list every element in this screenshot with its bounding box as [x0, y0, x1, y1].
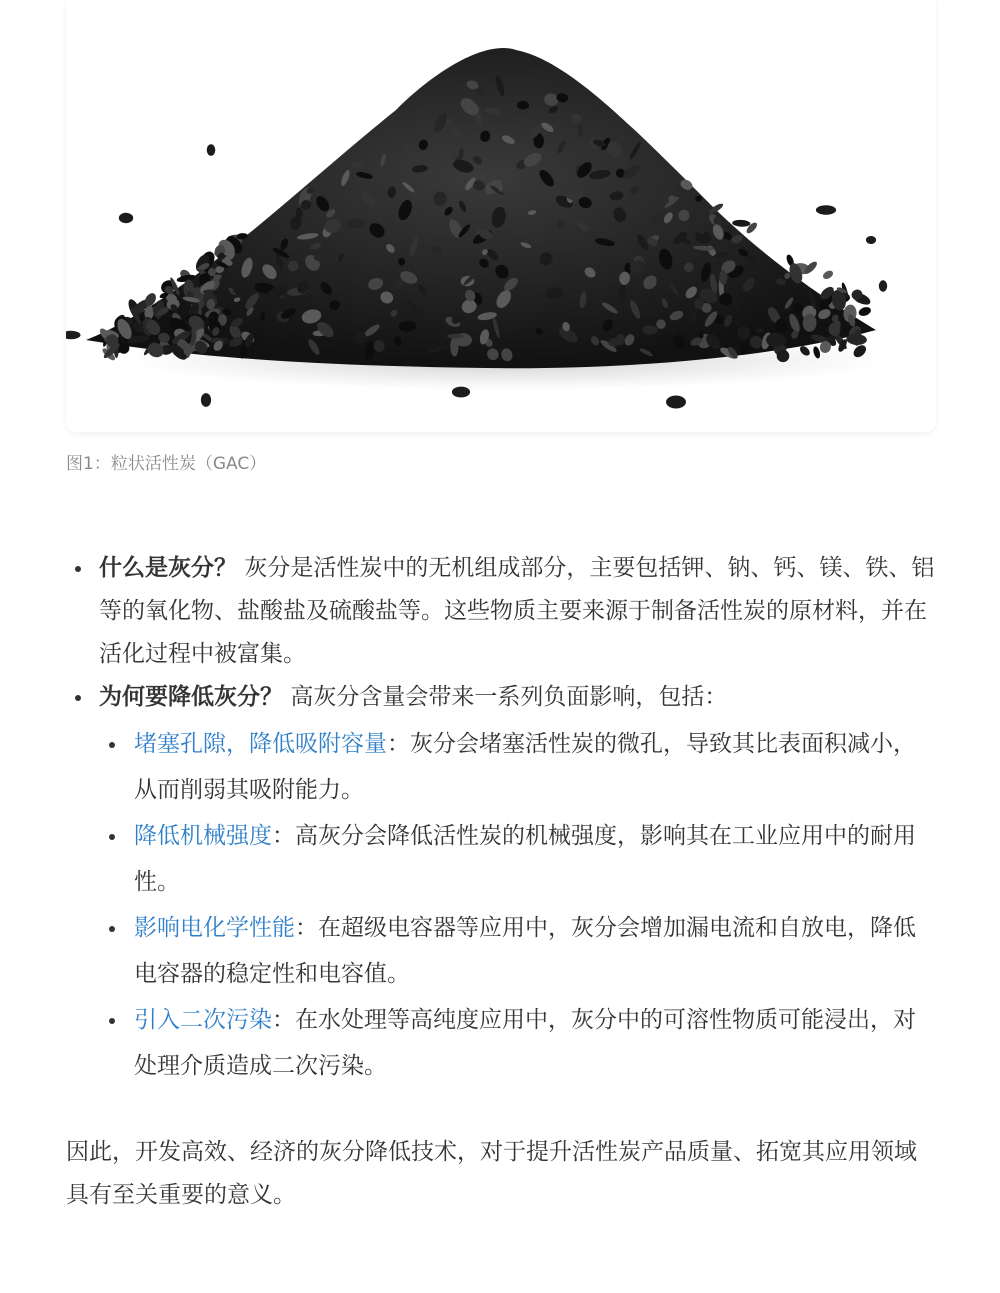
bullet-question: 为何要降低灰分？: [99, 684, 283, 710]
figure-image: [66, 0, 936, 432]
carbon-granule: [879, 280, 887, 291]
bullet-item-what-is-ash: [66, 547, 938, 676]
sub-bullet-text: ：在超级电容器等应用中，灰分会增加漏电流和自放电，降低电容器的稳定性和电容值。: [134, 915, 916, 987]
sub-bullet-text: ：高灰分会降低活性炭的机械强度，影响其在工业应用中的耐用性。: [134, 823, 916, 895]
sub-bullet-text: ：在水处理等高纯度应用中，灰分中的可溶性物质可能浸出，对处理介质造成二次污染。: [134, 1007, 916, 1079]
sub-bullet-item: [99, 905, 938, 997]
carbon-granule: [816, 205, 836, 215]
sub-bullet-link[interactable]: 堵塞孔隙，降低吸附容量: [134, 731, 387, 757]
carbon-granule: [301, 200, 311, 210]
sub-bullet-item: [99, 997, 938, 1089]
figure-caption: 图1：粒状活性炭（GAC）: [66, 454, 267, 474]
carbon-granule: [766, 333, 786, 347]
carbon-granule: [656, 319, 665, 329]
carbon-granule: [777, 350, 790, 362]
sub-bullet-link[interactable]: 影响电化学性能: [134, 915, 295, 941]
carbon-granule: [866, 236, 876, 244]
sub-bullet-text: ：灰分会堵塞活性炭的微孔，导致其比表面积减小，从而削弱其吸附能力。: [134, 731, 916, 803]
carbon-granule: [666, 396, 686, 409]
carbon-granule: [119, 213, 133, 223]
carbon-granule: [207, 144, 216, 156]
carbon-granule: [201, 393, 211, 407]
conclusion-paragraph: 因此，开发高效、经济的灰分降低技术，对于提升活性炭产品质量、拓宽其应用领域具有至关重要的意义。: [66, 1139, 917, 1208]
bullet-text: 高灰分含量会带来一系列负面影响，包括：: [290, 684, 728, 710]
carbon-granule: [517, 101, 529, 110]
bullet-item-why-reduce-ash: [66, 676, 938, 1089]
bullet-text: 灰分是活性炭中的无机组成部分，主要包括钾、钠、钙、镁、铁、铝等的氧化物、盐酸盐及硫酸盐等。这些物质主要来源于制备活性炭的原材料，并在活化过程中被富集。: [99, 555, 935, 667]
article-body: [66, 547, 938, 1089]
bullet-list: [66, 547, 938, 1089]
carbon-granule: [699, 331, 704, 338]
sub-bullet-link[interactable]: 降低机械强度: [134, 823, 272, 849]
carbon-granule: [452, 387, 470, 398]
bullet-question: 什么是灰分？: [99, 555, 237, 581]
sub-bullet-item: [99, 813, 938, 905]
sub-bullet-link[interactable]: 引入二次污染: [134, 1007, 272, 1033]
activated-carbon-image: [66, 0, 936, 432]
carbon-granule: [447, 334, 464, 339]
sub-bullet-list: [99, 721, 938, 1089]
sub-bullet-item: [99, 721, 938, 813]
